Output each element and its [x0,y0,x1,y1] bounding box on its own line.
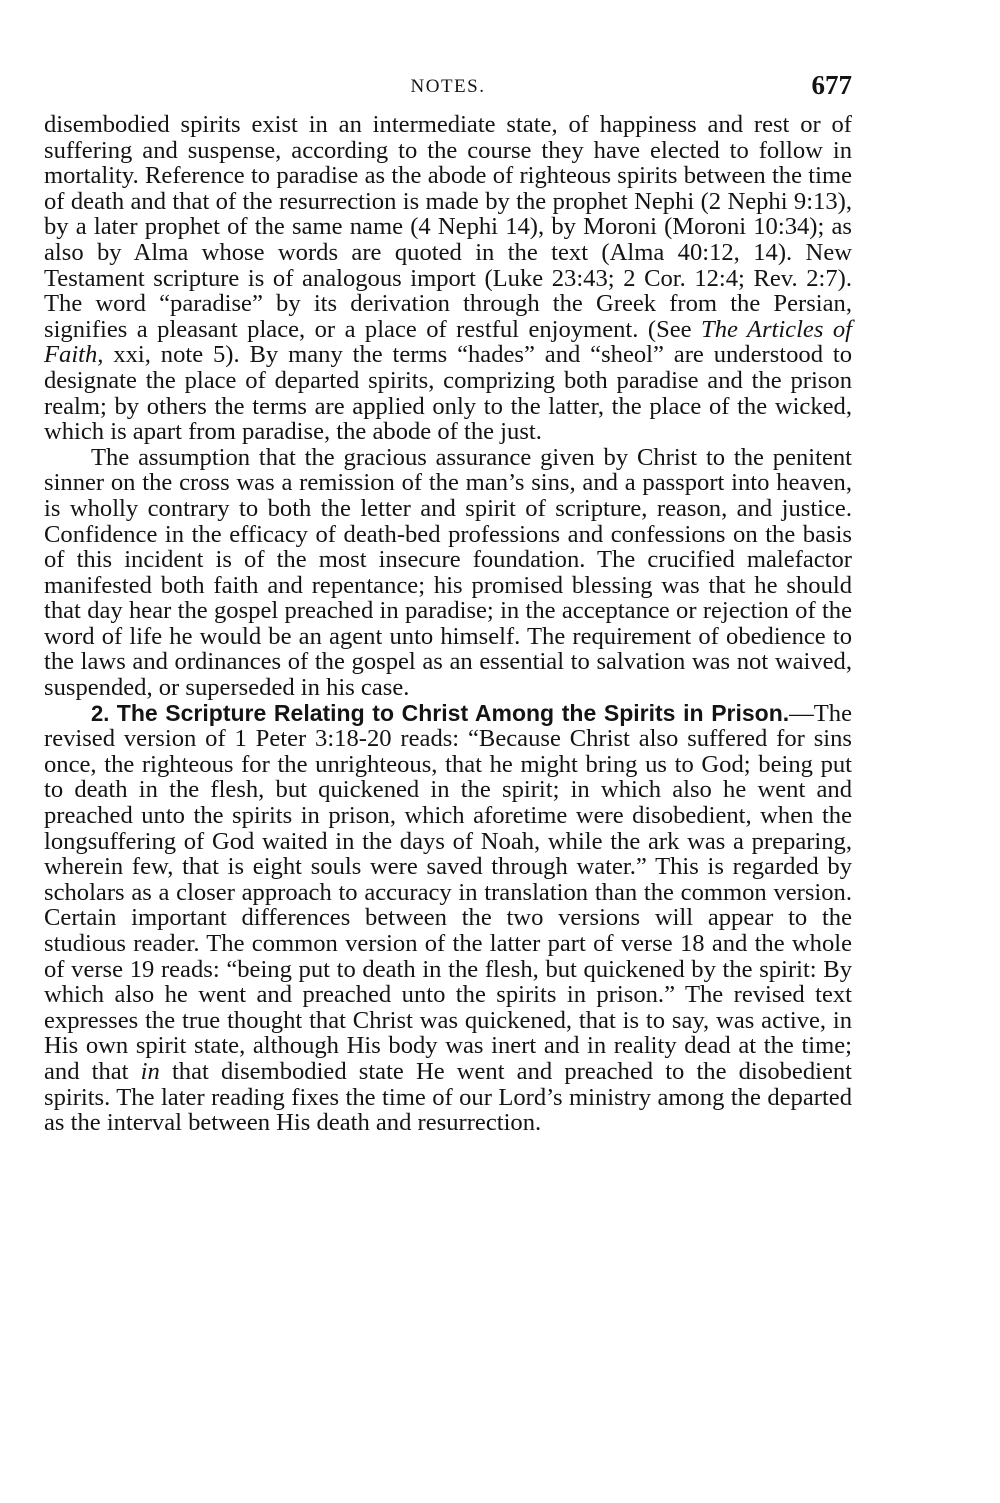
paragraph-text: that disembodied state He went and preached to the disobedient spirits. The later reading fixes the time of our Lord’s ministry among the departed as the interval between His death and resurrection. [44,1057,853,1137]
paragraph-text: (See [647,315,692,343]
emphasis-italic: in [140,1057,160,1085]
running-head-title: NOTES. [410,76,486,97]
paragraph-text: —The revised version of 1 Peter 3:18-20 reads: “Because Christ also suffered for sins once, the righteous for the unrighteous, that he might bring us to God; being put to death in the flesh, but quickened in the spirit; in which also he went and preached unto the spirits in prison, which aforetime were disobedient, when the longsuffering of God waited in the days of Noah, while the ark was a preparing, wherein few, that is eight souls were saved through water.” This is regarded by scholars as a closer approach to accuracy in translation than the common version. Certain important differences between the two versions will appear to the studious reader. The common version of the latter part of verse 18 and the whole of verse 19 reads: “being put to death in the flesh, but quickened by the spirit: By which also he went and preached unto the spirits in prison.” The revised text expresses the true thought that Christ was quickened, that is to say, was active, in His own spirit state, although His body was inert and in reality dead at the time; and that [44,699,852,1085]
paragraph-text: The assumption that the gracious assurance given by Christ to the penitent sinner on the cross was a remission of the man’s sins, and a passport into heaven, is wholly contrary to both the letter and spirit of scripture, reason, and justice. Confidence in the efficacy of death-bed professions and confessions on the basis of this incident is of the most insecure foundation. The crucified malefactor manifested both faith and repentance; his promised blessing was that he should that day hear the gospel preached in paradise; in the acceptance or rejection of the word of life he would be an agent unto himself. The requirement of obedience to the laws and ordinances of the gospel as an essential to salvation was not waived, suspended, or superseded in his case. [44,443,852,702]
page-number: 677 [811,70,852,100]
running-head [44,66,852,106]
paragraph-paradise [44,112,852,445]
section-number: 2. [91,700,110,726]
section-2-paragraph [44,701,852,1136]
paragraph-text: xxi, note 5). By many the terms “hades” and “sheol” are understood to designate the place of departed spirits, comprizing both paradise and the prison realm; by others the terms are applied only to the latter, the place of the wicked, which is apart from paradise, the abode of the just. [44,341,852,446]
section-heading: The Scripture Relating to Christ Among the Spirits in Prison. [116,699,790,726]
book-page [44,66,852,1136]
paragraph-penitent-thief [44,445,852,701]
book-title-italic: The Articles of Faith, [44,315,852,369]
paragraph-text: disembodied spirits exist in an intermediate state, of happiness and rest or of suffering and suspense, according to the course they have elected to follow in mortality. Reference to paradise as the abode of righteous spirits between the time of death and that of the resurrection is made by the prophet Nephi (2 Nephi 9:13), by a later prophet of the same name (4 Nephi 14), by Moroni (Moroni 10:34); as also by Alma whose words are quoted in the text (Alma 40:12, 14). New Testament scripture is of analogous import (Luke 23:43; 2 Cor. 12:4; Rev. 2:7). The word “paradise” by its derivation through the Greek from the Persian, signifies a pleasant place, or a place of restful enjoyment. [44,111,852,343]
